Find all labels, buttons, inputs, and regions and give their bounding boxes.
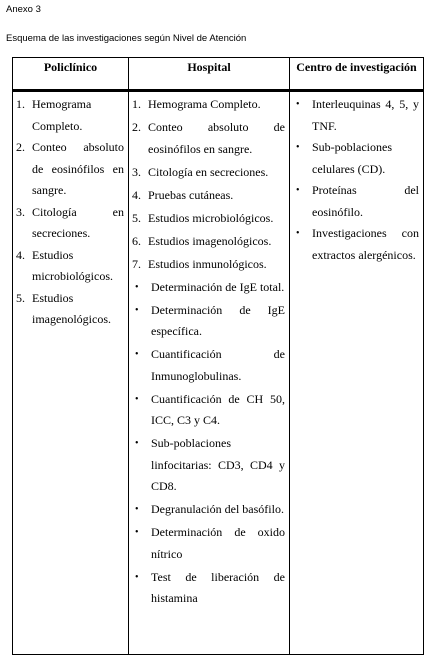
bullet-marker: • <box>135 527 139 538</box>
list-item <box>132 389 285 432</box>
list-item <box>132 522 285 565</box>
list-item <box>132 254 285 276</box>
bullet-marker: • <box>135 393 139 405</box>
list-marker: 3. <box>16 204 25 219</box>
list-item-text: Sub-poblaciones linfocitarias: CD3, CD4 y CD8. <box>151 436 285 493</box>
list-item <box>293 223 419 266</box>
list-marker: 1. <box>16 97 25 111</box>
list-item <box>132 185 285 207</box>
list-item-text: Cuantificación de Inmunoglobulinas. <box>151 347 285 383</box>
hospital-list <box>132 94 285 275</box>
list-marker: 4. <box>132 187 141 202</box>
list-item <box>16 288 124 331</box>
bullet-marker: • <box>135 281 139 293</box>
bullet-marker: • <box>135 304 139 316</box>
bullet-marker: • <box>135 438 139 449</box>
list-marker: 7. <box>132 256 141 271</box>
list-item-text: Citología en secreciones. <box>148 164 269 179</box>
list-item <box>132 231 285 253</box>
list-item-text: Proteínas del eosinófilo. <box>312 183 419 219</box>
list-item-text: Estudios imagenológicos. <box>32 290 111 326</box>
list-item-text: Hemograma Completo. <box>32 97 92 133</box>
list-marker: 4. <box>16 247 25 262</box>
list-item-text: Test de liberación de histamina <box>151 569 285 605</box>
list-item-text: Citología en secreciones. <box>32 204 124 240</box>
centro-list <box>293 94 419 266</box>
list-item <box>293 94 419 137</box>
list-item <box>293 137 419 180</box>
list-marker: 2. <box>16 140 25 154</box>
investigations-table <box>12 57 424 655</box>
list-item-text: Investigaciones con extractos alergénicos. <box>312 226 419 262</box>
list-item <box>132 162 285 184</box>
list-marker: 5. <box>16 290 25 305</box>
list-item-text: Determinación de IgE específica. <box>151 302 285 338</box>
list-item <box>132 208 285 230</box>
header-hospital: Hospital <box>129 58 290 92</box>
list-item-text: Interleuquinas 4, 5, y TNF. <box>312 97 419 133</box>
list-item <box>132 300 285 343</box>
list-item <box>132 499 285 521</box>
list-item <box>132 117 285 160</box>
list-marker: 2. <box>132 120 141 134</box>
list-item-text: Estudios inmunológicos. <box>148 256 267 271</box>
list-item <box>132 277 285 299</box>
annex-label: Anexo 3 <box>6 4 41 15</box>
table-caption: Esquema de las investigaciones según Nivel de Atención <box>6 33 247 44</box>
hospital-immunology-list <box>132 277 285 610</box>
list-item <box>16 94 124 137</box>
list-item-text: Conteo absoluto de eosinófilos en sangre. <box>32 140 124 197</box>
table-body-row <box>13 91 424 655</box>
list-item <box>132 344 285 387</box>
list-item-text: Determinación de oxido nítrico <box>151 525 285 561</box>
list-item-text: Sub-poblaciones celulares (CD). <box>312 140 392 176</box>
header-policlinico: Policlínico <box>13 58 129 92</box>
list-item <box>16 245 124 288</box>
policlinico-cell <box>13 91 129 655</box>
list-item-text: Estudios imagenológicos. <box>148 233 272 248</box>
centro-cell <box>290 91 424 655</box>
list-item <box>132 94 285 116</box>
list-marker: 1. <box>132 97 141 111</box>
list-item <box>132 567 285 610</box>
list-item-text: Estudios microbiológicos. <box>32 247 113 283</box>
list-item-text: Degranulación del basófilo. <box>151 502 284 516</box>
list-item <box>132 433 285 498</box>
list-item-text: Conteo absoluto de eosinófilos en sangre. <box>148 120 285 156</box>
bullet-marker: • <box>296 99 300 110</box>
list-item <box>293 180 419 223</box>
policlinico-list <box>16 94 124 331</box>
list-item-text: Determinación de IgE total. <box>151 279 285 294</box>
hospital-cell <box>129 91 290 655</box>
bullet-marker: • <box>296 142 300 153</box>
bullet-marker: • <box>296 185 300 196</box>
bullet-marker: • <box>135 504 139 515</box>
list-marker: 5. <box>132 210 141 225</box>
list-item <box>16 137 124 202</box>
list-marker: 3. <box>132 164 141 179</box>
list-item-text: Hemograma Completo. <box>148 97 261 111</box>
bullet-marker: • <box>296 228 300 239</box>
list-item <box>16 202 124 245</box>
list-marker: 6. <box>132 233 141 248</box>
list-item-text: Estudios microbiológicos. <box>148 210 274 225</box>
list-item-text: Pruebas cutáneas. <box>148 187 234 202</box>
list-item-text: Cuantificación de CH 50, ICC, C3 y C4. <box>151 391 285 427</box>
bullet-marker: • <box>135 571 139 583</box>
header-centro: Centro de investigación <box>290 58 424 92</box>
table-header-row <box>13 58 424 92</box>
bullet-marker: • <box>135 349 139 360</box>
